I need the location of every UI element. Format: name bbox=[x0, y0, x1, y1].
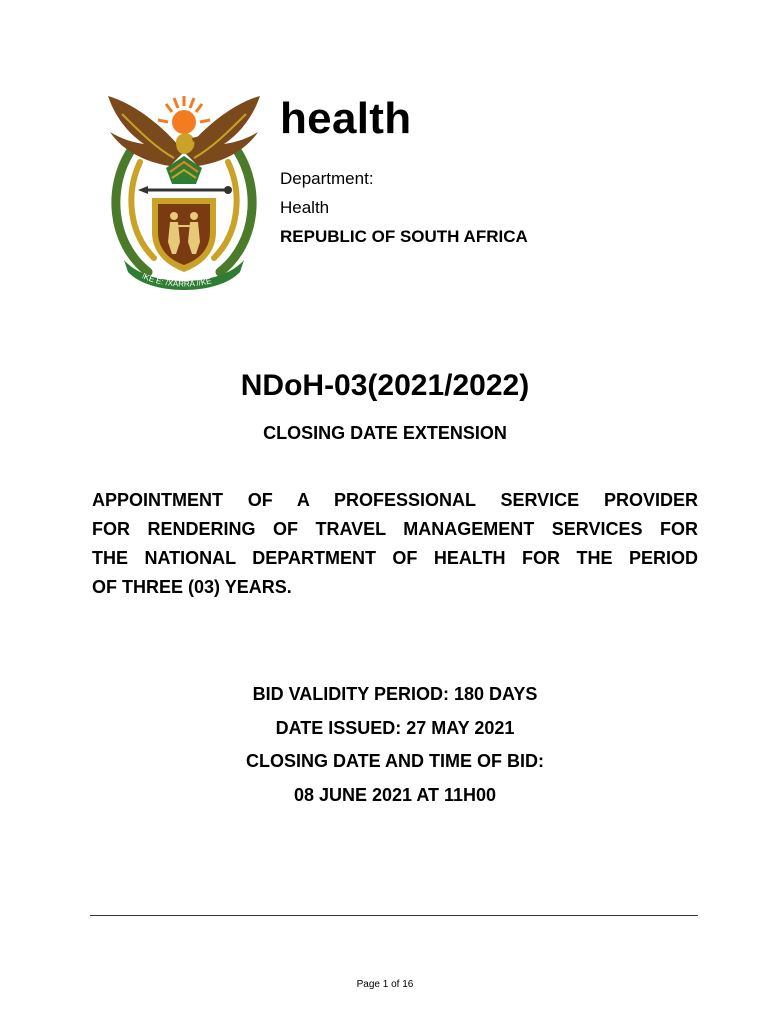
appointment-title bbox=[92, 486, 698, 602]
department-short-name: health bbox=[280, 94, 412, 143]
page-number: Page 1 of 16 bbox=[356, 979, 414, 990]
appointment-title-line: THE NATIONAL DEPARTMENT OF HEALTH FOR THE PERIOD bbox=[92, 548, 698, 568]
footer-divider bbox=[90, 915, 698, 916]
closing-date-value: 08 JUNE 2021 AT 11H00 bbox=[293, 784, 497, 805]
appointment-title-line: OF THREE (03) YEARS. bbox=[92, 577, 292, 597]
svg-text:!KE E: /XARRA //KE: !KE E: /XARRA //KE bbox=[140, 271, 213, 289]
closing-date-label: CLOSING DATE AND TIME OF BID: bbox=[246, 751, 544, 771]
closing-date-extension-notice: CLOSING DATE EXTENSION bbox=[263, 423, 507, 443]
department-block bbox=[280, 96, 528, 251]
appointment-title-line: APPOINTMENT OF A PROFESSIONAL SERVICE PROVIDER bbox=[92, 490, 698, 510]
country-name: REPUBLIC OF SOUTH AFRICA bbox=[280, 227, 528, 246]
coat-of-arms-icon bbox=[100, 92, 268, 290]
department-label: Department: bbox=[280, 169, 374, 188]
appointment-title-line: FOR RENDERING OF TRAVEL MANAGEMENT SERVICES FOR bbox=[92, 519, 698, 539]
bid-validity-period: BID VALIDITY PERIOD: 180 DAYS bbox=[252, 684, 538, 704]
bid-reference-number: NDoH-03(2021/2022) bbox=[240, 369, 530, 402]
department-name: Health bbox=[280, 198, 330, 217]
date-issued: DATE ISSUED: 27 MAY 2021 bbox=[275, 717, 515, 738]
bid-information bbox=[0, 678, 770, 812]
